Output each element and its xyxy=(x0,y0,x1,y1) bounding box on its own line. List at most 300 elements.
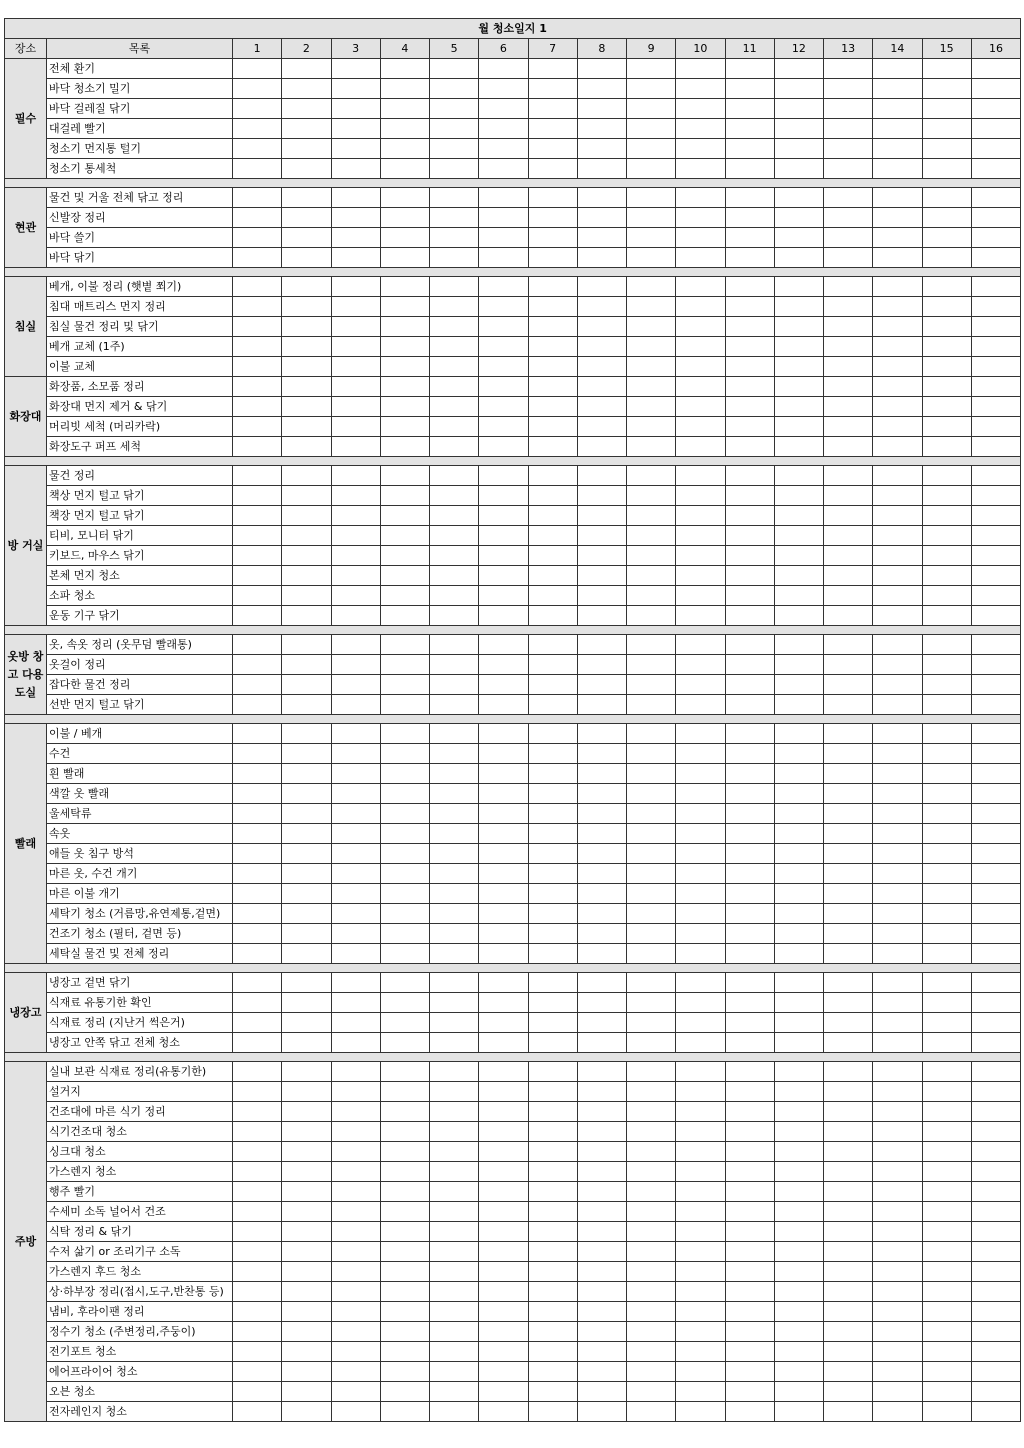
check-cell[interactable] xyxy=(824,1222,873,1242)
check-cell[interactable] xyxy=(725,208,774,228)
check-cell[interactable] xyxy=(233,904,282,924)
check-cell[interactable] xyxy=(627,744,676,764)
check-cell[interactable] xyxy=(725,695,774,715)
check-cell[interactable] xyxy=(774,228,823,248)
check-cell[interactable] xyxy=(676,377,725,397)
check-cell[interactable] xyxy=(282,1262,331,1282)
check-cell[interactable] xyxy=(873,1242,922,1262)
check-cell[interactable] xyxy=(479,1262,528,1282)
check-cell[interactable] xyxy=(922,1102,971,1122)
check-cell[interactable] xyxy=(233,1262,282,1282)
check-cell[interactable] xyxy=(380,357,429,377)
check-cell[interactable] xyxy=(331,1302,380,1322)
check-cell[interactable] xyxy=(922,744,971,764)
check-cell[interactable] xyxy=(824,1142,873,1162)
check-cell[interactable] xyxy=(774,586,823,606)
check-cell[interactable] xyxy=(774,904,823,924)
check-cell[interactable] xyxy=(774,159,823,179)
check-cell[interactable] xyxy=(824,1282,873,1302)
check-cell[interactable] xyxy=(725,228,774,248)
check-cell[interactable] xyxy=(676,724,725,744)
check-cell[interactable] xyxy=(725,784,774,804)
check-cell[interactable] xyxy=(922,417,971,437)
check-cell[interactable] xyxy=(233,1342,282,1362)
check-cell[interactable] xyxy=(528,1182,577,1202)
check-cell[interactable] xyxy=(577,1142,626,1162)
check-cell[interactable] xyxy=(627,824,676,844)
check-cell[interactable] xyxy=(528,1162,577,1182)
check-cell[interactable] xyxy=(577,377,626,397)
check-cell[interactable] xyxy=(479,1033,528,1053)
check-cell[interactable] xyxy=(430,1162,479,1182)
check-cell[interactable] xyxy=(873,377,922,397)
check-cell[interactable] xyxy=(430,506,479,526)
check-cell[interactable] xyxy=(528,466,577,486)
check-cell[interactable] xyxy=(873,79,922,99)
check-cell[interactable] xyxy=(577,139,626,159)
check-cell[interactable] xyxy=(922,566,971,586)
check-cell[interactable] xyxy=(922,59,971,79)
check-cell[interactable] xyxy=(971,1342,1021,1362)
check-cell[interactable] xyxy=(380,1062,429,1082)
check-cell[interactable] xyxy=(725,317,774,337)
check-cell[interactable] xyxy=(282,1242,331,1262)
check-cell[interactable] xyxy=(577,1242,626,1262)
check-cell[interactable] xyxy=(824,119,873,139)
check-cell[interactable] xyxy=(233,1302,282,1322)
check-cell[interactable] xyxy=(873,417,922,437)
check-cell[interactable] xyxy=(627,208,676,228)
check-cell[interactable] xyxy=(971,188,1021,208)
check-cell[interactable] xyxy=(824,79,873,99)
check-cell[interactable] xyxy=(971,228,1021,248)
check-cell[interactable] xyxy=(676,586,725,606)
check-cell[interactable] xyxy=(725,337,774,357)
check-cell[interactable] xyxy=(971,864,1021,884)
check-cell[interactable] xyxy=(725,1362,774,1382)
check-cell[interactable] xyxy=(873,724,922,744)
check-cell[interactable] xyxy=(577,188,626,208)
check-cell[interactable] xyxy=(971,59,1021,79)
check-cell[interactable] xyxy=(627,695,676,715)
check-cell[interactable] xyxy=(725,1282,774,1302)
check-cell[interactable] xyxy=(676,1182,725,1202)
check-cell[interactable] xyxy=(577,884,626,904)
check-cell[interactable] xyxy=(430,317,479,337)
check-cell[interactable] xyxy=(233,99,282,119)
check-cell[interactable] xyxy=(380,864,429,884)
check-cell[interactable] xyxy=(331,1102,380,1122)
check-cell[interactable] xyxy=(430,486,479,506)
check-cell[interactable] xyxy=(676,139,725,159)
check-cell[interactable] xyxy=(627,317,676,337)
check-cell[interactable] xyxy=(725,99,774,119)
check-cell[interactable] xyxy=(282,1142,331,1162)
check-cell[interactable] xyxy=(528,1122,577,1142)
check-cell[interactable] xyxy=(577,1033,626,1053)
check-cell[interactable] xyxy=(233,337,282,357)
check-cell[interactable] xyxy=(922,506,971,526)
check-cell[interactable] xyxy=(430,764,479,784)
check-cell[interactable] xyxy=(430,159,479,179)
check-cell[interactable] xyxy=(528,357,577,377)
check-cell[interactable] xyxy=(922,277,971,297)
check-cell[interactable] xyxy=(627,119,676,139)
check-cell[interactable] xyxy=(233,724,282,744)
check-cell[interactable] xyxy=(873,844,922,864)
check-cell[interactable] xyxy=(725,1082,774,1102)
check-cell[interactable] xyxy=(676,844,725,864)
check-cell[interactable] xyxy=(922,695,971,715)
check-cell[interactable] xyxy=(725,844,774,864)
check-cell[interactable] xyxy=(233,1382,282,1402)
check-cell[interactable] xyxy=(824,884,873,904)
check-cell[interactable] xyxy=(725,59,774,79)
check-cell[interactable] xyxy=(774,506,823,526)
check-cell[interactable] xyxy=(430,397,479,417)
check-cell[interactable] xyxy=(676,655,725,675)
check-cell[interactable] xyxy=(479,1082,528,1102)
check-cell[interactable] xyxy=(380,277,429,297)
check-cell[interactable] xyxy=(824,1382,873,1402)
check-cell[interactable] xyxy=(430,1242,479,1262)
check-cell[interactable] xyxy=(824,804,873,824)
check-cell[interactable] xyxy=(577,1382,626,1402)
check-cell[interactable] xyxy=(380,397,429,417)
check-cell[interactable] xyxy=(676,1282,725,1302)
check-cell[interactable] xyxy=(725,1402,774,1422)
check-cell[interactable] xyxy=(380,724,429,744)
check-cell[interactable] xyxy=(577,566,626,586)
check-cell[interactable] xyxy=(528,944,577,964)
check-cell[interactable] xyxy=(528,1382,577,1402)
check-cell[interactable] xyxy=(577,1302,626,1322)
check-cell[interactable] xyxy=(479,744,528,764)
check-cell[interactable] xyxy=(282,79,331,99)
check-cell[interactable] xyxy=(380,1322,429,1342)
check-cell[interactable] xyxy=(233,1122,282,1142)
check-cell[interactable] xyxy=(824,784,873,804)
check-cell[interactable] xyxy=(922,1382,971,1402)
check-cell[interactable] xyxy=(824,59,873,79)
check-cell[interactable] xyxy=(824,1302,873,1322)
check-cell[interactable] xyxy=(528,1202,577,1222)
check-cell[interactable] xyxy=(971,397,1021,417)
check-cell[interactable] xyxy=(627,99,676,119)
check-cell[interactable] xyxy=(971,1082,1021,1102)
check-cell[interactable] xyxy=(774,824,823,844)
check-cell[interactable] xyxy=(922,159,971,179)
check-cell[interactable] xyxy=(233,695,282,715)
check-cell[interactable] xyxy=(528,1102,577,1122)
check-cell[interactable] xyxy=(922,1262,971,1282)
check-cell[interactable] xyxy=(774,724,823,744)
check-cell[interactable] xyxy=(873,1362,922,1382)
check-cell[interactable] xyxy=(282,973,331,993)
check-cell[interactable] xyxy=(922,437,971,457)
check-cell[interactable] xyxy=(922,904,971,924)
check-cell[interactable] xyxy=(873,397,922,417)
check-cell[interactable] xyxy=(873,695,922,715)
check-cell[interactable] xyxy=(971,546,1021,566)
check-cell[interactable] xyxy=(430,884,479,904)
check-cell[interactable] xyxy=(577,606,626,626)
check-cell[interactable] xyxy=(577,824,626,844)
check-cell[interactable] xyxy=(627,844,676,864)
check-cell[interactable] xyxy=(331,944,380,964)
check-cell[interactable] xyxy=(676,675,725,695)
check-cell[interactable] xyxy=(430,924,479,944)
check-cell[interactable] xyxy=(479,804,528,824)
check-cell[interactable] xyxy=(380,973,429,993)
check-cell[interactable] xyxy=(233,993,282,1013)
check-cell[interactable] xyxy=(528,417,577,437)
check-cell[interactable] xyxy=(824,1202,873,1222)
check-cell[interactable] xyxy=(971,99,1021,119)
check-cell[interactable] xyxy=(331,526,380,546)
check-cell[interactable] xyxy=(725,159,774,179)
check-cell[interactable] xyxy=(380,1202,429,1222)
check-cell[interactable] xyxy=(774,208,823,228)
check-cell[interactable] xyxy=(380,1162,429,1182)
check-cell[interactable] xyxy=(380,99,429,119)
check-cell[interactable] xyxy=(627,566,676,586)
check-cell[interactable] xyxy=(971,1282,1021,1302)
check-cell[interactable] xyxy=(577,437,626,457)
check-cell[interactable] xyxy=(922,99,971,119)
check-cell[interactable] xyxy=(824,1102,873,1122)
check-cell[interactable] xyxy=(824,635,873,655)
check-cell[interactable] xyxy=(824,1013,873,1033)
check-cell[interactable] xyxy=(725,466,774,486)
check-cell[interactable] xyxy=(479,764,528,784)
check-cell[interactable] xyxy=(774,1402,823,1422)
check-cell[interactable] xyxy=(282,119,331,139)
check-cell[interactable] xyxy=(233,59,282,79)
check-cell[interactable] xyxy=(430,277,479,297)
check-cell[interactable] xyxy=(676,159,725,179)
check-cell[interactable] xyxy=(971,944,1021,964)
check-cell[interactable] xyxy=(725,1033,774,1053)
check-cell[interactable] xyxy=(971,904,1021,924)
check-cell[interactable] xyxy=(380,764,429,784)
check-cell[interactable] xyxy=(627,884,676,904)
check-cell[interactable] xyxy=(725,1162,774,1182)
check-cell[interactable] xyxy=(676,1382,725,1402)
check-cell[interactable] xyxy=(282,724,331,744)
check-cell[interactable] xyxy=(528,1082,577,1102)
check-cell[interactable] xyxy=(430,228,479,248)
check-cell[interactable] xyxy=(824,973,873,993)
check-cell[interactable] xyxy=(824,864,873,884)
check-cell[interactable] xyxy=(282,804,331,824)
check-cell[interactable] xyxy=(627,1222,676,1242)
check-cell[interactable] xyxy=(873,486,922,506)
check-cell[interactable] xyxy=(627,1062,676,1082)
check-cell[interactable] xyxy=(873,1013,922,1033)
check-cell[interactable] xyxy=(479,248,528,268)
check-cell[interactable] xyxy=(380,546,429,566)
check-cell[interactable] xyxy=(380,1122,429,1142)
check-cell[interactable] xyxy=(922,79,971,99)
check-cell[interactable] xyxy=(528,139,577,159)
check-cell[interactable] xyxy=(725,1202,774,1222)
check-cell[interactable] xyxy=(725,1222,774,1242)
check-cell[interactable] xyxy=(725,486,774,506)
check-cell[interactable] xyxy=(922,139,971,159)
check-cell[interactable] xyxy=(774,566,823,586)
check-cell[interactable] xyxy=(577,1342,626,1362)
check-cell[interactable] xyxy=(233,437,282,457)
check-cell[interactable] xyxy=(774,1242,823,1262)
check-cell[interactable] xyxy=(627,804,676,824)
check-cell[interactable] xyxy=(577,277,626,297)
check-cell[interactable] xyxy=(430,695,479,715)
check-cell[interactable] xyxy=(331,1033,380,1053)
check-cell[interactable] xyxy=(380,526,429,546)
check-cell[interactable] xyxy=(282,506,331,526)
check-cell[interactable] xyxy=(233,228,282,248)
check-cell[interactable] xyxy=(331,317,380,337)
check-cell[interactable] xyxy=(922,884,971,904)
check-cell[interactable] xyxy=(380,784,429,804)
check-cell[interactable] xyxy=(971,1182,1021,1202)
check-cell[interactable] xyxy=(922,317,971,337)
check-cell[interactable] xyxy=(380,1142,429,1162)
check-cell[interactable] xyxy=(627,1202,676,1222)
check-cell[interactable] xyxy=(479,277,528,297)
check-cell[interactable] xyxy=(331,744,380,764)
check-cell[interactable] xyxy=(577,1082,626,1102)
check-cell[interactable] xyxy=(479,139,528,159)
check-cell[interactable] xyxy=(971,824,1021,844)
check-cell[interactable] xyxy=(873,248,922,268)
check-cell[interactable] xyxy=(676,486,725,506)
check-cell[interactable] xyxy=(479,159,528,179)
check-cell[interactable] xyxy=(282,1062,331,1082)
check-cell[interactable] xyxy=(824,486,873,506)
check-cell[interactable] xyxy=(824,139,873,159)
check-cell[interactable] xyxy=(528,1362,577,1382)
check-cell[interactable] xyxy=(824,744,873,764)
check-cell[interactable] xyxy=(824,924,873,944)
check-cell[interactable] xyxy=(479,924,528,944)
check-cell[interactable] xyxy=(873,1302,922,1322)
check-cell[interactable] xyxy=(725,586,774,606)
check-cell[interactable] xyxy=(233,1102,282,1122)
check-cell[interactable] xyxy=(380,586,429,606)
check-cell[interactable] xyxy=(380,1402,429,1422)
check-cell[interactable] xyxy=(528,904,577,924)
check-cell[interactable] xyxy=(233,248,282,268)
check-cell[interactable] xyxy=(479,1013,528,1033)
check-cell[interactable] xyxy=(528,1402,577,1422)
check-cell[interactable] xyxy=(282,1013,331,1033)
check-cell[interactable] xyxy=(380,824,429,844)
check-cell[interactable] xyxy=(725,635,774,655)
check-cell[interactable] xyxy=(725,566,774,586)
check-cell[interactable] xyxy=(233,606,282,626)
check-cell[interactable] xyxy=(971,635,1021,655)
check-cell[interactable] xyxy=(233,1242,282,1262)
check-cell[interactable] xyxy=(528,437,577,457)
check-cell[interactable] xyxy=(922,228,971,248)
check-cell[interactable] xyxy=(774,635,823,655)
check-cell[interactable] xyxy=(676,59,725,79)
check-cell[interactable] xyxy=(627,1282,676,1302)
check-cell[interactable] xyxy=(873,904,922,924)
check-cell[interactable] xyxy=(331,1282,380,1302)
check-cell[interactable] xyxy=(528,1302,577,1322)
check-cell[interactable] xyxy=(774,417,823,437)
check-cell[interactable] xyxy=(676,993,725,1013)
check-cell[interactable] xyxy=(873,566,922,586)
check-cell[interactable] xyxy=(479,1402,528,1422)
check-cell[interactable] xyxy=(922,1402,971,1422)
check-cell[interactable] xyxy=(824,397,873,417)
check-cell[interactable] xyxy=(824,297,873,317)
check-cell[interactable] xyxy=(528,317,577,337)
check-cell[interactable] xyxy=(873,1342,922,1362)
check-cell[interactable] xyxy=(331,228,380,248)
check-cell[interactable] xyxy=(922,546,971,566)
check-cell[interactable] xyxy=(774,79,823,99)
check-cell[interactable] xyxy=(380,944,429,964)
check-cell[interactable] xyxy=(873,864,922,884)
check-cell[interactable] xyxy=(380,228,429,248)
check-cell[interactable] xyxy=(922,1362,971,1382)
check-cell[interactable] xyxy=(479,119,528,139)
check-cell[interactable] xyxy=(577,784,626,804)
check-cell[interactable] xyxy=(282,317,331,337)
check-cell[interactable] xyxy=(627,864,676,884)
check-cell[interactable] xyxy=(430,844,479,864)
check-cell[interactable] xyxy=(676,546,725,566)
check-cell[interactable] xyxy=(430,864,479,884)
check-cell[interactable] xyxy=(676,79,725,99)
check-cell[interactable] xyxy=(282,844,331,864)
check-cell[interactable] xyxy=(282,824,331,844)
check-cell[interactable] xyxy=(774,695,823,715)
check-cell[interactable] xyxy=(676,1342,725,1362)
check-cell[interactable] xyxy=(380,1362,429,1382)
check-cell[interactable] xyxy=(627,506,676,526)
check-cell[interactable] xyxy=(971,1242,1021,1262)
check-cell[interactable] xyxy=(233,79,282,99)
check-cell[interactable] xyxy=(282,1122,331,1142)
check-cell[interactable] xyxy=(774,1282,823,1302)
check-cell[interactable] xyxy=(922,764,971,784)
check-cell[interactable] xyxy=(380,655,429,675)
check-cell[interactable] xyxy=(331,1142,380,1162)
check-cell[interactable] xyxy=(430,526,479,546)
check-cell[interactable] xyxy=(824,466,873,486)
check-cell[interactable] xyxy=(528,1342,577,1362)
check-cell[interactable] xyxy=(430,1202,479,1222)
check-cell[interactable] xyxy=(774,1322,823,1342)
check-cell[interactable] xyxy=(577,1362,626,1382)
check-cell[interactable] xyxy=(282,1222,331,1242)
check-cell[interactable] xyxy=(528,566,577,586)
check-cell[interactable] xyxy=(971,675,1021,695)
check-cell[interactable] xyxy=(676,357,725,377)
check-cell[interactable] xyxy=(233,1182,282,1202)
check-cell[interactable] xyxy=(577,248,626,268)
check-cell[interactable] xyxy=(922,973,971,993)
check-cell[interactable] xyxy=(627,635,676,655)
check-cell[interactable] xyxy=(479,546,528,566)
check-cell[interactable] xyxy=(430,1142,479,1162)
